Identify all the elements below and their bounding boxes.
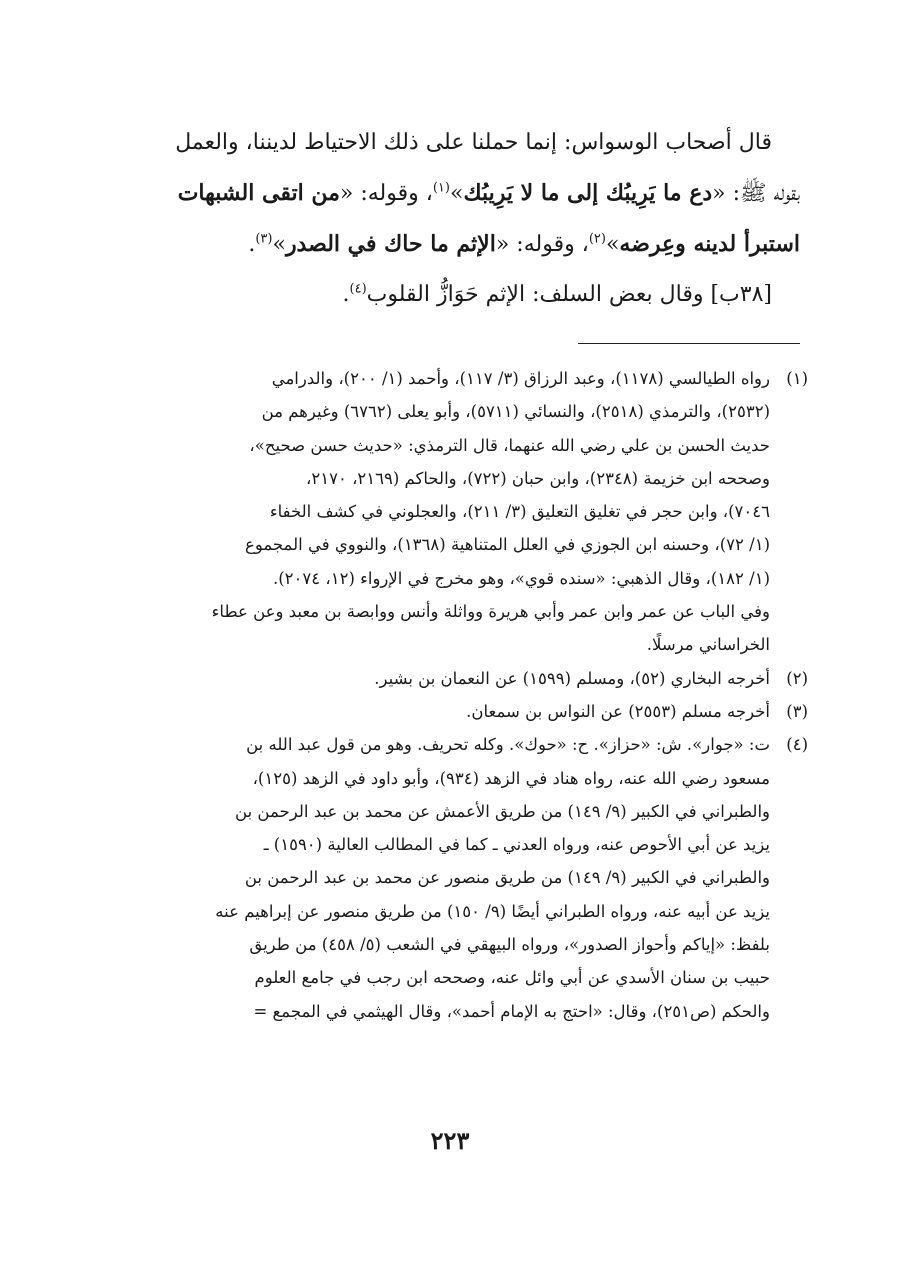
text: » bbox=[449, 181, 464, 206]
footnote-ref-4: (٤) bbox=[349, 281, 367, 297]
footnote-line: (٢٥٣٢)، والترمذي (٢٥١٨)، والنسائي (٥٧١١)، وأبو يعلى (٦٧٦٢) وغيرهم من bbox=[261, 402, 770, 422]
footnote-line: يزيد عن أبي الأحوص عنه، ورواه العدني ـ كما في المطالب العالية (١٥٩٠) ـ bbox=[263, 835, 770, 855]
footnote-separator bbox=[578, 343, 800, 344]
footnote-body bbox=[108, 695, 770, 728]
footnote-line: وصححه ابن خزيمة (٢٣٤٨)، وابن حبان (٧٢٢)، والحاكم (٢١٦٩، ٢١٧٠، bbox=[306, 468, 770, 488]
hadith-quote-1: دع ما يَرِيبُك إلى ما لا يَرِيبُك bbox=[463, 180, 713, 206]
footnote-3 bbox=[108, 695, 808, 728]
footnotes bbox=[108, 362, 808, 1028]
footnote-line: ٧٠٤٦)، وابن حجر في تغليق التعليق (٣/ ٢١١)، والعجلوني في كشف الخفاء bbox=[269, 502, 770, 522]
footnote-line: والحكم (ص٢٥١)، وقال: «احتج به الإمام أحمد»، وقال الهيثمي في المجمع = bbox=[253, 1001, 770, 1021]
text: [٣٨ب] وقال بعض السلف: الإثم حَوَازُّ القلوب bbox=[366, 282, 772, 307]
footnote-ref-1: (١) bbox=[432, 180, 450, 196]
main-line-4 bbox=[108, 270, 800, 320]
footnote-ref-2: (٢) bbox=[588, 231, 606, 247]
main-line-1: قال أصحاب الوسواس: إنما حملنا على ذلك الاحتياط لديننا، والعمل bbox=[175, 130, 772, 155]
footnote-2 bbox=[108, 662, 808, 695]
text: » bbox=[272, 232, 286, 257]
hadith-quote-2: من اتقى الشبهات bbox=[177, 180, 340, 206]
text: ، وقوله: « bbox=[495, 232, 589, 257]
footnote-line: يزيد عن أبيه عنه، ورواه الطبراني أيضًا (٩/ ١٥٠) من طريق منصور عن إبراهيم عنه bbox=[215, 901, 770, 921]
footnote-line: حبيب بن سنان الأسدي عن أبي وائل عنه، وصححه ابن رجب في جامع العلوم bbox=[254, 968, 770, 988]
footnote-body bbox=[108, 662, 770, 695]
footnote-1 bbox=[108, 362, 808, 662]
main-text bbox=[108, 118, 800, 320]
footnote-number: (٢) bbox=[786, 668, 808, 688]
footnote-line: والطبراني في الكبير (٩/ ١٤٩) من طريق الأعمش عن محمد بن عبد الرحمن بن bbox=[235, 801, 770, 821]
text: بقوله ﷺ: « bbox=[712, 181, 800, 206]
footnote-body bbox=[108, 728, 770, 1028]
text: ، وقوله: « bbox=[339, 181, 433, 206]
main-line-3 bbox=[108, 219, 800, 270]
text: » bbox=[605, 232, 620, 257]
footnote-line: حديث الحسن بن علي رضي الله عنهما، قال الترمذي: «حديث حسن صحيح»، bbox=[249, 435, 770, 455]
footnote-number: (٤) bbox=[786, 735, 808, 755]
footnote-line: مسعود رضي الله عنه، رواه هناد في الزهد (٩٣٤)، وأبو داود في الزهد (١٢٥)، bbox=[252, 768, 770, 788]
footnote-line: (١/ ٧٢)، وحسنه ابن الجوزي في العلل المتناهية (١٣٦٨)، والنووي في المجموع bbox=[245, 535, 770, 555]
hadith-quote-2-cont: استبرأ لدينه وعِرضه bbox=[619, 231, 800, 257]
footnote-line: الخراساني مرسلًا. bbox=[646, 635, 770, 655]
footnote-line: ت: «جوار». ش: «حزاز». ح: «حوك». وكله تحريف. وهو من قول عبد الله بن bbox=[246, 735, 770, 755]
page-number: ٢٢٣ bbox=[430, 1126, 470, 1155]
footnote-body bbox=[108, 362, 770, 662]
footnote-number: (٣) bbox=[786, 701, 808, 721]
footnote-line: رواه الطيالسي (١١٧٨)، وعبد الرزاق (٣/ ١١٧)، وأحمد (١/ ٢٠٠)، والدرامي bbox=[271, 369, 770, 388]
footnote-number: (١) bbox=[786, 369, 808, 388]
footnote-line: والطبراني في الكبير (٩/ ١٤٩) من طريق منصور عن محمد بن عبد الرحمن بن bbox=[244, 868, 770, 888]
footnote-line: (١/ ١٨٢)، وقال الذهبي: «سنده قوي»، وهو مخرج في الإرواء (١٢، ٢٠٧٤). bbox=[272, 568, 770, 588]
text: . bbox=[248, 232, 256, 257]
footnote-ref-3: (٣) bbox=[255, 231, 273, 247]
text: . bbox=[342, 282, 350, 307]
main-line-2 bbox=[108, 168, 800, 219]
footnote-line: أخرجه البخاري (٥٢)، ومسلم (١٥٩٩) عن النعمان بن بشير. bbox=[374, 668, 770, 688]
footnote-line: أخرجه مسلم (٢٥٥٣) عن النواس بن سمعان. bbox=[466, 701, 770, 721]
hadith-quote-3: الإثم ما حاك في الصدر bbox=[285, 231, 496, 257]
footnote-line: بلفظ: «إياكم وأحواز الصدور»، ورواه البيهقي في الشعب (٥/ ٤٥٨) من طريق bbox=[249, 935, 770, 955]
footnote-line: وفي الباب عن عمر وابن عمر وأبي هريرة وواثلة وأنس ووابصة بن معبد وعن عطاء bbox=[211, 602, 770, 622]
footnote-4 bbox=[108, 728, 808, 1028]
